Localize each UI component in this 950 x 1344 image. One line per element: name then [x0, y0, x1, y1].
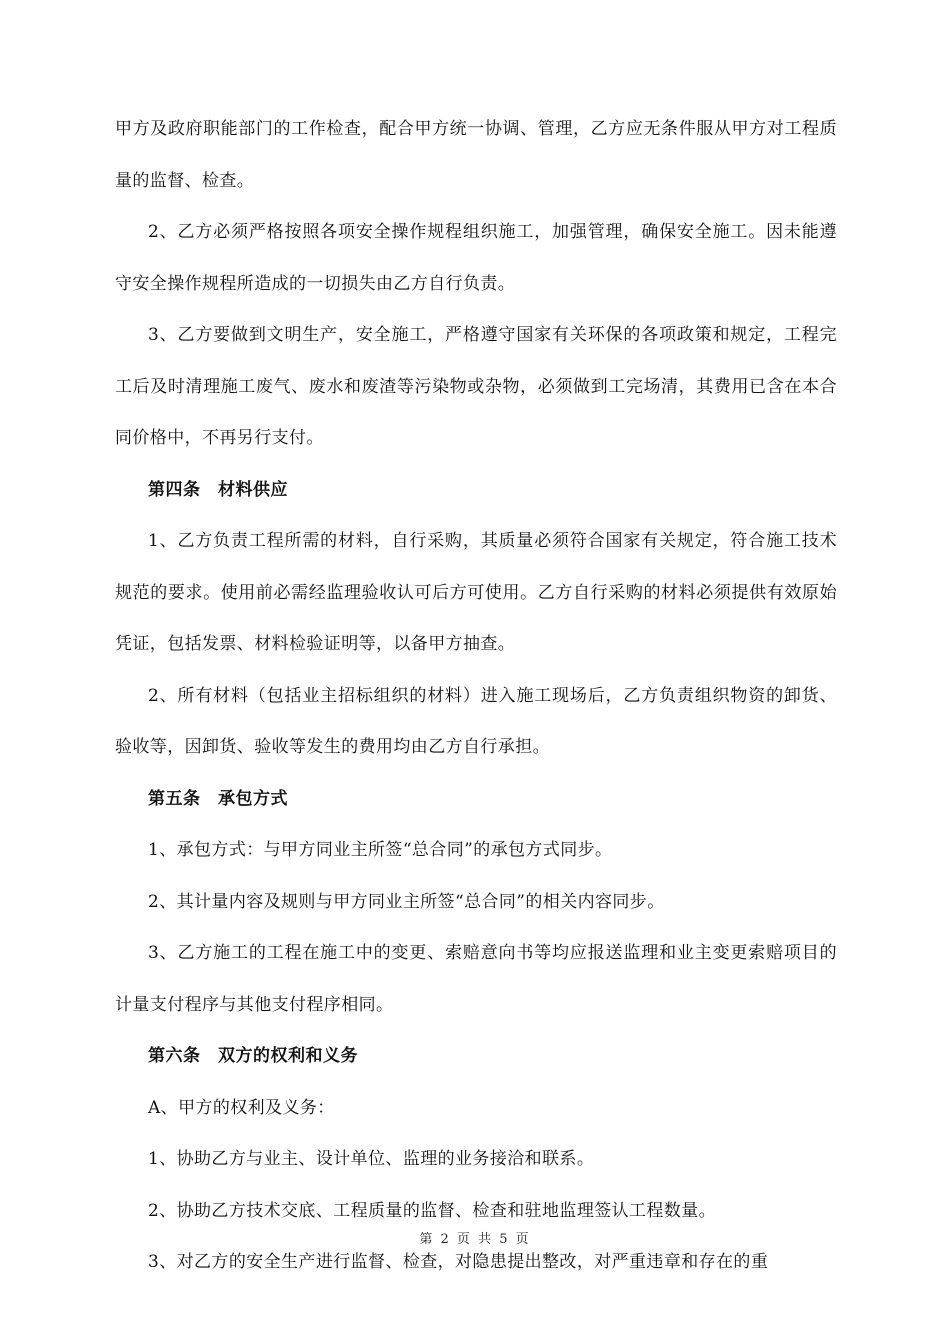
document-body [115, 104, 837, 1289]
section-heading-article-4: 第四条 材料供应 [148, 479, 288, 500]
paragraph-change-claims: 3、乙方施工的工程在施工中的变更、索赔意向书等均应报送监理和业主变更索赔项目的计量支付程序与其他支付程序相同。 [115, 943, 837, 1015]
paragraph-material-acceptance: 2、所有材料（包括业主招标组织的材料）进入施工现场后，乙方负责组织物资的卸货、验收等，因卸货、验收等发生的费用均由乙方自行承担。 [115, 685, 837, 757]
page-number-footer: 第 2 页 共 5 页 [419, 1232, 531, 1247]
paragraph-safety-operation: 2、乙方必须严格按照各项安全操作规程组织施工，加强管理，确保安全施工。因未能遵守安全操作规程所造成的一切损失由乙方自行负责。 [115, 222, 837, 294]
section-heading-article-5: 第五条 承包方式 [148, 788, 288, 809]
paragraph-party-a-rights: A、甲方的权利及义务： [148, 1097, 335, 1118]
paragraph-civilized-production: 3、乙方要做到文明生产，安全施工，严格遵守国家有关环保的各项政策和规定，工程完工后及时清理施工废气、废水和废渣等污染物或杂物，必须做到工完场清，其费用已含在本合同价格中，不再另行支付。 [115, 325, 837, 448]
section-heading-article-6: 第六条 双方的权利和义务 [148, 1046, 358, 1066]
paragraph-technical-briefing: 2、协助乙方技术交底、工程质量的监督、检查和驻地监理签认工程数量。 [148, 1200, 717, 1221]
paragraph-liaison-assist: 1、协助乙方与业主、设计单位、监理的业务接洽和联系。 [148, 1149, 595, 1169]
paragraph-contract-method: 1、承包方式：与甲方同业主所签“总合同”的承包方式同步。 [148, 840, 613, 860]
paragraph-continued: 甲方及政府职能部门的工作检查，配合甲方统一协调、管理，乙方应无条件服从甲方对工程质量的监督、检查。 [115, 119, 837, 191]
paragraph-measurement-rules: 2、其计量内容及规则与甲方同业主所签“总合同”的相关内容同步。 [148, 891, 665, 912]
paragraph-safety-supervision: 3、对乙方的安全生产进行监督、检查，对隐患提出整改，对严重违章和存在的重 [148, 1252, 769, 1272]
paragraph-material-purchase: 1、乙方负责工程所需的材料，自行采购，其质量必须符合国家有关规定，符合施工技术规范的要求。使用前必需经监理验收认可后方可使用。乙方自行采购的材料必须提供有效原始凭证，包括发票、材料检验证明等，以备甲方抽查。 [115, 531, 837, 654]
